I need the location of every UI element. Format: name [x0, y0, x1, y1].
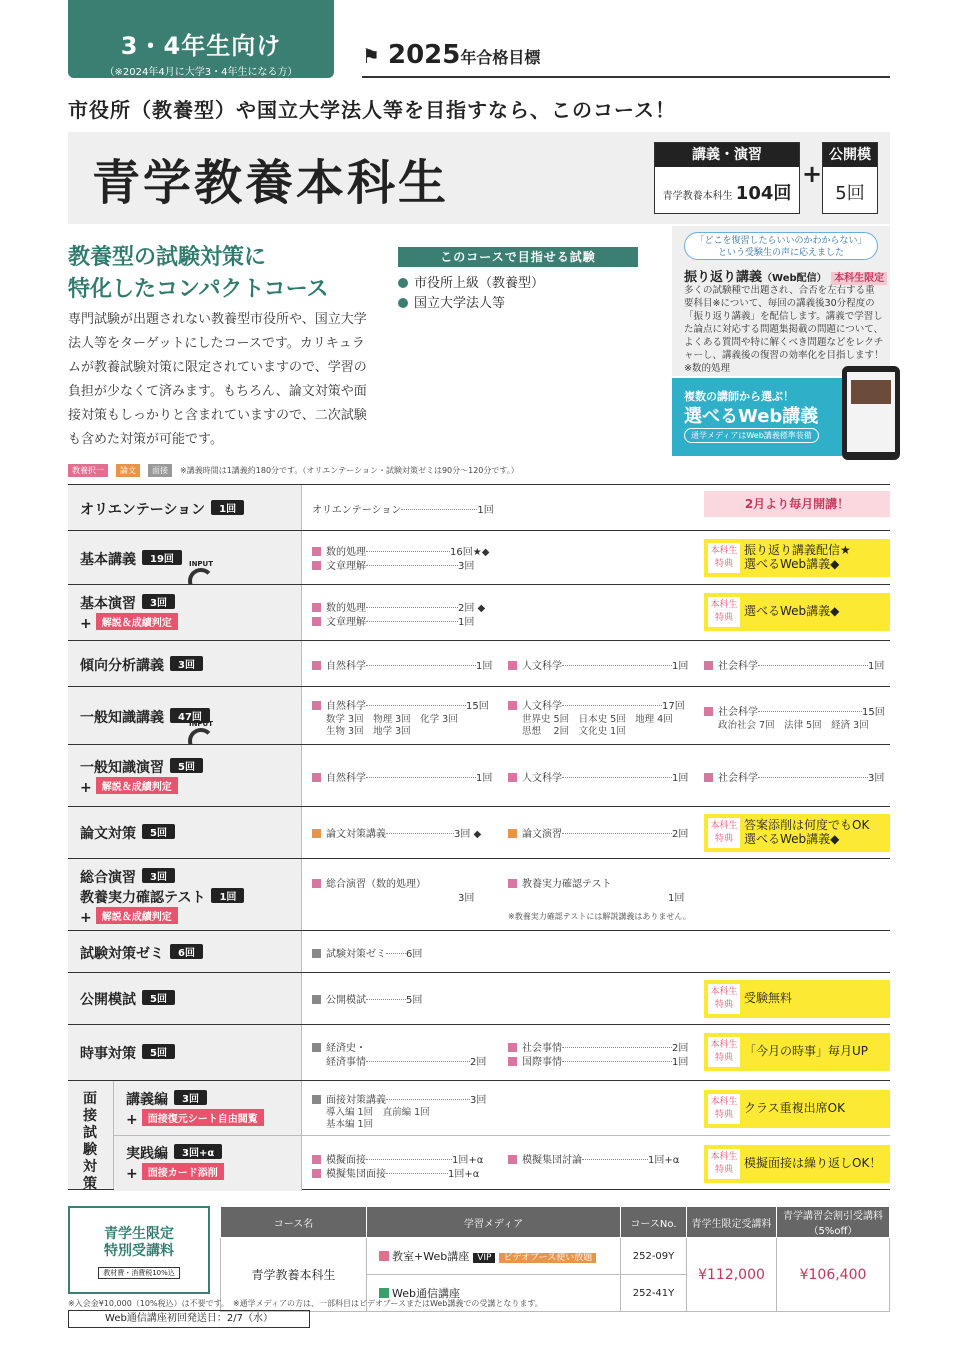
row-keiko: 傾向分析講義 3回 自然科学 1回 人文科学 1回 社会科学 1回: [68, 640, 890, 686]
row-jiji: 時事対策 5回 経済史・ 経済事情 2回 社会事情 2回 国際事情 1回 本科生特典 「今月の時事」毎月UP: [68, 1024, 890, 1080]
flag-icon: ⚑: [362, 44, 380, 68]
goal-heading: [362, 40, 890, 78]
footer-note: ※入会金¥10,000（10%税込）は不要です。 ※通学メディアの方は、一部科目はビデオブースまたはWeb講義での受講となります。: [68, 1299, 543, 1308]
lecture-summary-count: 104回: [735, 183, 792, 204]
lecture-summary-label: 青学教養本科生: [662, 191, 733, 202]
web-lecture-banner: [672, 378, 842, 456]
furikaeri-desc: 多くの試験種で出題され、合否を左右する重要科目※について、毎回の講義後30分程度の「振り返り講義」を配信します。講義で学習した論点に対応する問題集掲載の問題について、よくある質問や特に解くべき問題などをレクチャーし、講義後の復習の効率化を目指します！ ※数的処理: [684, 285, 884, 374]
row-kihon-kogi: 基本講義 19回 数的処理 16回★◆ 文章理解 3回 本科生特典 振り返り講義配信★ 選べるWeb講義◆: [68, 530, 890, 584]
intro-heading-2: 特化したコンパクトコース: [68, 277, 329, 302]
limited-badge: 本科生限定: [831, 272, 887, 285]
goal-text: 年合格目標: [460, 48, 541, 67]
voice-bubble: 「どこを復習したらいいのかわからない」 という受験生の声に応えました: [684, 232, 878, 260]
web-banner-line1: 複数の講師から選ぶ！: [684, 390, 794, 403]
furikaeri-title: 振り返り講義（Web配信） 本科生限定: [684, 266, 887, 285]
fee-course-name: 青学教養本科生: [221, 1238, 367, 1312]
lecture-summary-box: [654, 142, 800, 214]
row-ronbun: 論文対策 5回 論文対策講義 3回 ◆ 論文演習 2回 本科生特典 答案添削は何度でもOK 選べるWeb講義◆: [68, 806, 890, 858]
lecture-summary-head: 講義・演習: [655, 143, 799, 167]
special-fee-box: 青学生限定 特別受講料 教材費・消費税10%込: [68, 1206, 210, 1294]
row-kihon-ensyu: 基本演習 3回 + 解説＆成績判定 数的処理 2回 ◆ 文章理解 1回 本科生特典 選べるWeb講義◆: [68, 584, 890, 640]
web-banner-line2: 選べるWeb講義: [684, 406, 819, 427]
legend-mensetsu: 面接: [148, 464, 172, 477]
target-exam-head: このコースで目指せる試験: [398, 247, 638, 267]
intro-body: 専門試験が出題されない教養型市役所や、国立大学法人等をターゲットにしたコースです。カリキュラムが教養試験対策に限定されていますので、学習の負担が少なくて済みます。もちろん、論文対策や面接対策もしっかりと含まれていますので、二次試験も含めた対策が可能です。: [68, 312, 367, 447]
orientation-benefit: 2月より毎月開講！: [704, 491, 890, 517]
legend: [68, 464, 519, 477]
target-exam-item: 市役所上級（教養型）: [398, 274, 544, 294]
lead-text: 市役所（教養型）や国立大学法人等を目指すなら、このコース！: [68, 98, 676, 122]
mock-summary-head: 公開模試: [823, 143, 877, 167]
target-exam-item: 国立大学法人等: [398, 294, 544, 314]
web-banner-line3: 通学メディアはWeb講義標準装備: [684, 428, 819, 443]
mock-summary-count: 5回: [835, 183, 865, 204]
row-mensetsu: 面接試験対策 講義編 3回 + 面接復元シート自由閲覧 実践編 3回+α + 面接カード添削 面接対策講義 3回 導入編 1回 直前編 1回 基本編 1回 本科生特典 クラス重複出席OK 模擬面接 1回+α 模擬集団面接 1回+α 模擬集団討論 1回+α 本科生特典 模擬面接は繰り返しOK！: [68, 1080, 890, 1190]
intro-heading-1: 教養型の試験対策に: [68, 245, 267, 270]
row-sogo: 総合演習 3回 教養実力確認テスト 1回 + 解説＆成績判定 総合演習（数的処理） 3回 教養実力確認テスト 1回 ※教養実力確認テストには解説講義はありません。: [68, 858, 890, 930]
shipping-date: Web通信講座初回発送日：2/7（水）: [68, 1310, 310, 1328]
row-orientation: オリエンテーション 1回 オリエンテーション 1回 2月より毎月開講！: [68, 484, 890, 530]
fee-table: コース名 学習メディア コースNo. 青学生限定受講料 青学講習会割引受講料（5%off） 青学教養本科生 教室+Web講座 VIP ビデオブース使い放題 252-09Y ¥112,000 ¥106,400 Web通信講座 252-41Y: [220, 1206, 890, 1312]
course-title: 青学教養本科生: [92, 155, 450, 211]
row-ippan-ensyu: 一般知識演習 5回 + 解説＆成績判定 自然科学 1回 人文科学 1回 社会科学 3回: [68, 744, 890, 806]
row-mogi: 公開模試 5回 公開模試 5回 本科生特典 受験無料: [68, 972, 890, 1024]
row-ippan-kogi: 一般知識講義 47回 自然科学 15回 数学 3回 物理 3回 化学 3回 生物 3回 地学 3回 人文科学 17回 世界史 5回 日本史 5回 地理 4回 思想 2回 文化史 1回 社会科学 15回 政治社会 7回 法律 5回 経済 3回: [68, 686, 890, 744]
fee-price-limited: ¥112,000: [687, 1238, 777, 1312]
grade-label: 3・4年生向け: [120, 32, 282, 60]
legend-kyoyo: 教養択一: [68, 464, 108, 477]
target-grade-tag: [68, 0, 334, 78]
legend-ronbun: 論文: [116, 464, 140, 477]
goal-year: 2025: [388, 40, 461, 70]
input-output-icon: INPUT: [176, 560, 226, 610]
row-zemi: 試験対策ゼミ 6回 試験対策ゼミ 6回: [68, 930, 890, 972]
mock-summary-box: [822, 142, 878, 214]
plus-sign: +: [802, 160, 823, 188]
input-output-icon: INPUT: [176, 720, 226, 770]
mensetsu-vertical-label: 面接試験対策: [83, 1091, 97, 1192]
intro-heading: [68, 242, 328, 306]
tablet-icon: [842, 366, 900, 460]
legend-note: ※講義時間は1講義約180分です。（オリエンテーション・試験対策ゼミは90分～120分です。）: [180, 466, 519, 475]
target-exam-list: [398, 274, 544, 314]
grade-note: （※2024年4月に大学3・4年生になる方）: [104, 67, 298, 78]
fee-price-discount: ¥106,400: [777, 1238, 890, 1312]
